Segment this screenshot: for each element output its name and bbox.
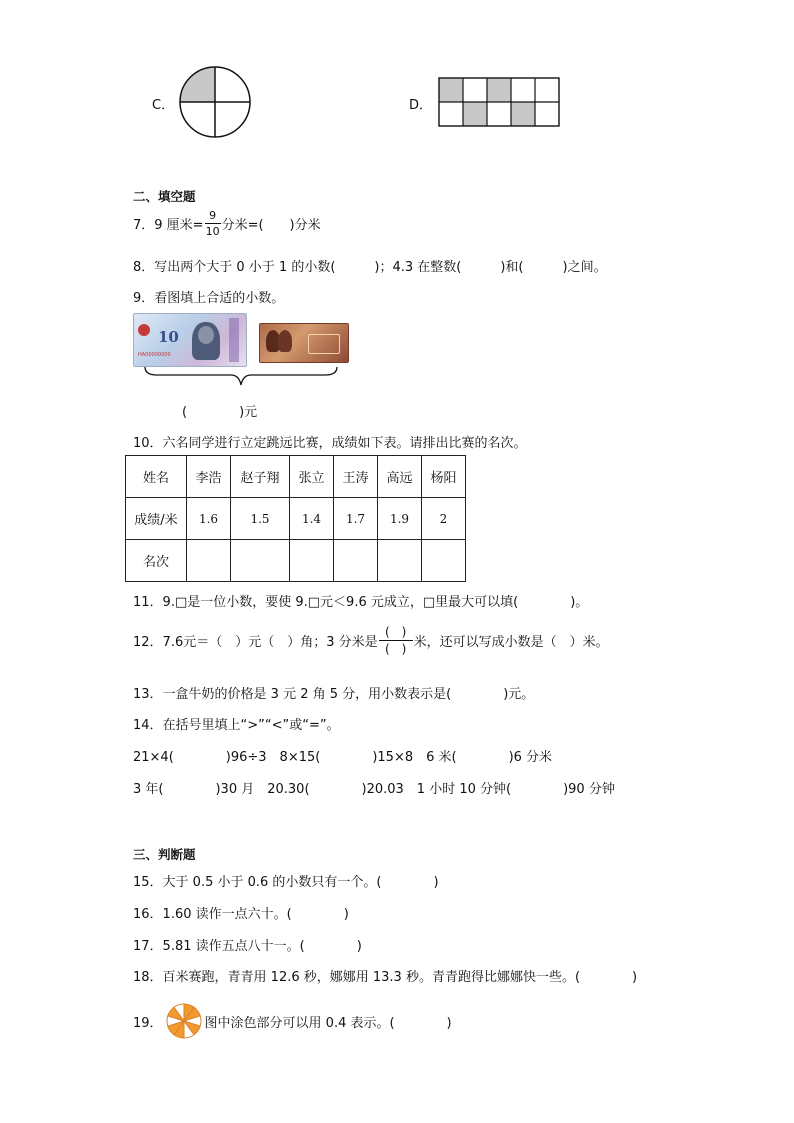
question-14-row-2: 3 年( )30 月 20.30( )20.03 1 小时 10 分钟( )90 分钟 <box>133 782 615 797</box>
option-d-grid-figure <box>438 77 560 127</box>
score-table <box>125 455 466 582</box>
table-cell: 王涛 <box>334 456 378 498</box>
question-19 <box>133 1002 452 1040</box>
question-8: 8．写出两个大于 0 小于 1 的小数( )；4.3 在整数( )和( )之间。 <box>133 260 607 275</box>
table-cell-empty[interactable] <box>187 540 231 582</box>
table-cell: 1.7 <box>334 498 378 540</box>
table-cell: 高远 <box>378 456 422 498</box>
question-17: 17．5.81 读作五点八十一。( ) <box>133 939 362 954</box>
table-cell: 1.6 <box>187 498 231 540</box>
question-19-number: 19． <box>133 1015 163 1031</box>
table-cell-empty[interactable] <box>378 540 422 582</box>
table-header-row <box>126 456 466 498</box>
option-c-label: C． <box>152 98 175 113</box>
table-cell-empty[interactable] <box>334 540 378 582</box>
fraction-denominator: 10 <box>205 225 220 238</box>
table-cell: 1.5 <box>231 498 290 540</box>
question-14: 14．在括号里填上“>”“<”或“=”。 <box>133 718 340 733</box>
table-cell: 张立 <box>290 456 334 498</box>
table-cell: 2 <box>422 498 466 540</box>
question-9-answer: ( )元 <box>182 405 258 420</box>
table-cell: 1.4 <box>290 498 334 540</box>
question-11: 11．9.□是一位小数，要使 9.□元＜9.6 元成立，□里最大可以填( )。 <box>133 595 589 610</box>
blank-fraction <box>379 626 413 655</box>
question-7-prefix: 7．9 厘米= <box>133 218 204 233</box>
question-10: 10．六名同学进行立定跳远比赛，成绩如下表。请排出比赛的名次。 <box>133 436 527 451</box>
fraction-numerator: 9 <box>209 209 217 222</box>
one-jiao-banknote-image <box>259 323 349 363</box>
table-cell: 成绩/米 <box>126 498 187 540</box>
question-13: 13．一盒牛奶的价格是 3 元 2 角 5 分，用小数表示是( )元。 <box>133 687 535 702</box>
brace-figure <box>143 365 339 389</box>
table-cell: 杨阳 <box>422 456 466 498</box>
table-cell: 李浩 <box>187 456 231 498</box>
question-12-prefix: 12．7.6元＝（ ）元（ ）角；3 分米是 <box>133 635 378 650</box>
question-14-row-1: 21×4( )96÷3 8×15( )15×8 6 米( )6 分米 <box>133 750 553 765</box>
section-judgement-title: 三、判断题 <box>133 847 196 862</box>
table-cell: 1.9 <box>378 498 422 540</box>
table-rank-row <box>126 540 466 582</box>
ten-yuan-banknote-image: 10 HA00000000 <box>133 313 247 367</box>
question-9: 9．看图填上合适的小数。 <box>133 291 285 306</box>
question-16: 16．1.60 读作一点六十。( ) <box>133 907 349 922</box>
section-fill-in-title: 二、填空题 <box>133 189 196 204</box>
table-cell-empty[interactable] <box>422 540 466 582</box>
option-d-label: D． <box>409 98 433 113</box>
table-score-row <box>126 498 466 540</box>
question-19-text: 图中涂色部分可以用 0.4 表示。( ) <box>204 1015 452 1031</box>
blank-denominator: ( ) <box>384 642 407 656</box>
pie-figure-icon <box>165 1002 203 1040</box>
table-cell-empty[interactable] <box>290 540 334 582</box>
table-cell: 名次 <box>126 540 187 582</box>
question-12 <box>133 626 609 655</box>
question-7 <box>133 210 321 237</box>
fraction-9-10 <box>205 210 221 237</box>
question-18: 18．百米赛跑，青青用 12.6 秒，娜娜用 13.3 秒。青青跑得比娜娜快一些。( ) <box>133 970 638 985</box>
option-c-circle-figure <box>178 65 252 139</box>
table-cell: 姓名 <box>126 456 187 498</box>
table-cell-empty[interactable] <box>231 540 290 582</box>
question-7-suffix: 分米=( )分米 <box>221 218 321 233</box>
fraction-bar <box>379 640 413 641</box>
question-12-suffix: 米，还可以写成小数是（ ）米。 <box>413 635 609 650</box>
blank-numerator: ( ) <box>384 625 407 639</box>
table-cell: 赵子翔 <box>231 456 290 498</box>
question-15: 15．大于 0.5 小于 0.6 的小数只有一个。( ) <box>133 875 439 890</box>
